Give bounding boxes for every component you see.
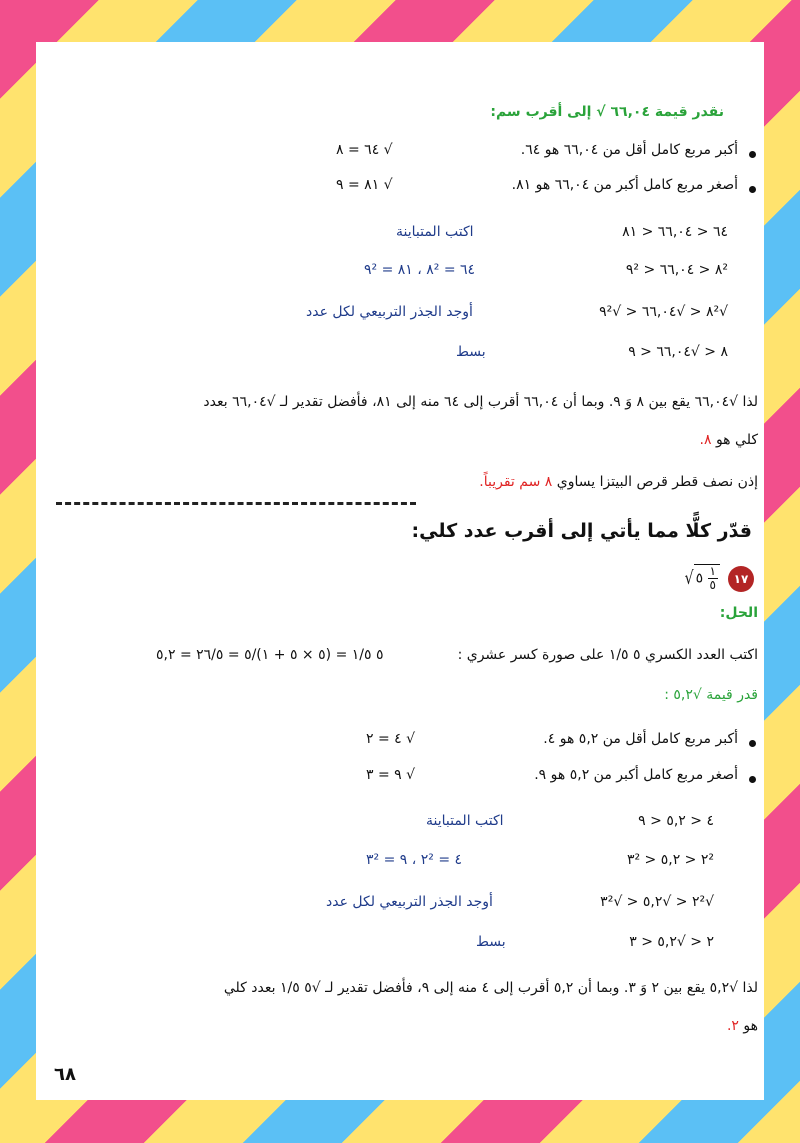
step-math: ٤ < ٥,٢ < ٩ bbox=[638, 813, 714, 829]
convert-text: اكتب العدد الكسري ٥ ١/٥ على صورة كسر عشري : bbox=[457, 647, 758, 663]
fraction-numerator: ١ bbox=[709, 564, 716, 578]
step-label: اكتب المتباينة bbox=[426, 813, 504, 829]
step-label: ٤ = ٢² ، ٩ = ٣² bbox=[366, 852, 463, 868]
section-heading: قدّر كلًّا مما يأتي إلى أقرب عدد كلي: bbox=[411, 520, 752, 542]
step-math: √٨² < √٦٦,٠٤ < √٩² bbox=[599, 304, 728, 320]
final-prefix: إذن نصف قطر قرص البيتزا يساوي bbox=[556, 474, 758, 490]
bullet2-text: أصغر مربع كامل أكبر من ٦٦,٠٤ هو ٨١. bbox=[511, 177, 738, 193]
bullet1-math: √ ٦٤ = ٨ bbox=[336, 142, 393, 158]
step-label: اكتب المتباينة bbox=[396, 224, 474, 240]
bullet-dot bbox=[749, 740, 756, 747]
step-label: بسط bbox=[456, 344, 486, 360]
bullet-dot bbox=[749, 776, 756, 783]
final-statement bbox=[479, 474, 758, 490]
estimate-heading-1: نقدر قيمة ٦٦,٠٤ √ إلى أقرب سم: bbox=[490, 104, 724, 120]
step-math: ٨² < ٦٦,٠٤ < ٩² bbox=[625, 262, 728, 278]
step-label: أوجد الجذر التربيعي لكل عدد bbox=[306, 304, 473, 320]
bullet2-math: √ ٨١ = ٩ bbox=[336, 177, 393, 193]
bullet1-text: أكبر مربع كامل أقل من ٥,٢ هو ٤. bbox=[543, 731, 738, 747]
step-math: ٢ < √٥,٢ < ٣ bbox=[629, 934, 714, 950]
conclusion-prefix: هو bbox=[743, 1018, 758, 1034]
page-number: ٦٨ bbox=[54, 1064, 76, 1085]
step-math: ٢² < ٥,٢ < ٣² bbox=[626, 852, 714, 868]
bullet1-text: أكبر مربع كامل أقل من ٦٦,٠٤ هو ٦٤. bbox=[520, 142, 738, 158]
step-label: بسط bbox=[476, 934, 506, 950]
final-answer: ٨ سم تقريباً. bbox=[479, 474, 553, 490]
conclusion-line2 bbox=[727, 1018, 758, 1034]
bullet2-math: √ ٩ = ٣ bbox=[366, 767, 416, 783]
problem-expression: √ ٥ $\frac{١}{٥}$ bbox=[685, 564, 720, 592]
conclusion-line1: لذا √٥,٢ يقع بين ٢ وَ ٣. وبما أن ٥,٢ أقرب إلى ٤ منه إلى ٩، فأفضل تقدير لـ √٥ ١/٥ بعدد كلي bbox=[223, 980, 758, 996]
dashed-divider bbox=[56, 502, 416, 505]
bullet2-text: أصغر مربع كامل أكبر من ٥,٢ هو ٩. bbox=[534, 767, 738, 783]
whole-part: ٥ bbox=[695, 570, 704, 587]
document-page bbox=[36, 42, 764, 1100]
step-label: ٦٤ = ٨² ، ٨١ = ٩² bbox=[364, 262, 476, 278]
bullet1-math: √ ٤ = ٢ bbox=[366, 731, 416, 747]
fraction-denominator: ٥ bbox=[709, 578, 716, 592]
conclusion-line1: لذا √٦٦,٠٤ يقع بين ٨ وَ ٩. وبما أن ٦٦,٠٤ أقرب إلى ٦٤ منه إلى ٨١، فأفضل تقدير لـ √٦٦,٠٤ بعدد bbox=[203, 394, 758, 410]
bullet-dot bbox=[749, 186, 756, 193]
bullet-dot bbox=[749, 151, 756, 158]
problem-number-badge: ١٧ bbox=[728, 566, 754, 592]
step-math: ٦٤ < ٦٦,٠٤ < ٨١ bbox=[622, 224, 728, 240]
conclusion-answer: ٢. bbox=[726, 1018, 739, 1034]
conclusion-answer: ٨. bbox=[699, 432, 712, 448]
conclusion-line2 bbox=[700, 432, 758, 448]
solution-label: الحل: bbox=[719, 605, 758, 621]
conclusion-prefix: كلي هو bbox=[715, 432, 758, 448]
convert-math: ٥ ١/٥ = (٥ × ٥ + ١)/٥ = ٢٦/٥ = ٥,٢ bbox=[156, 647, 384, 663]
step-label: أوجد الجذر التربيعي لكل عدد bbox=[326, 894, 493, 910]
estimate-heading-2: قدر قيمة √٥,٢ : bbox=[664, 687, 758, 703]
step-math: ٨ < √٦٦,٠٤ < ٩ bbox=[628, 344, 728, 360]
step-math: √٢² < √٥,٢ < √٣² bbox=[600, 894, 714, 910]
